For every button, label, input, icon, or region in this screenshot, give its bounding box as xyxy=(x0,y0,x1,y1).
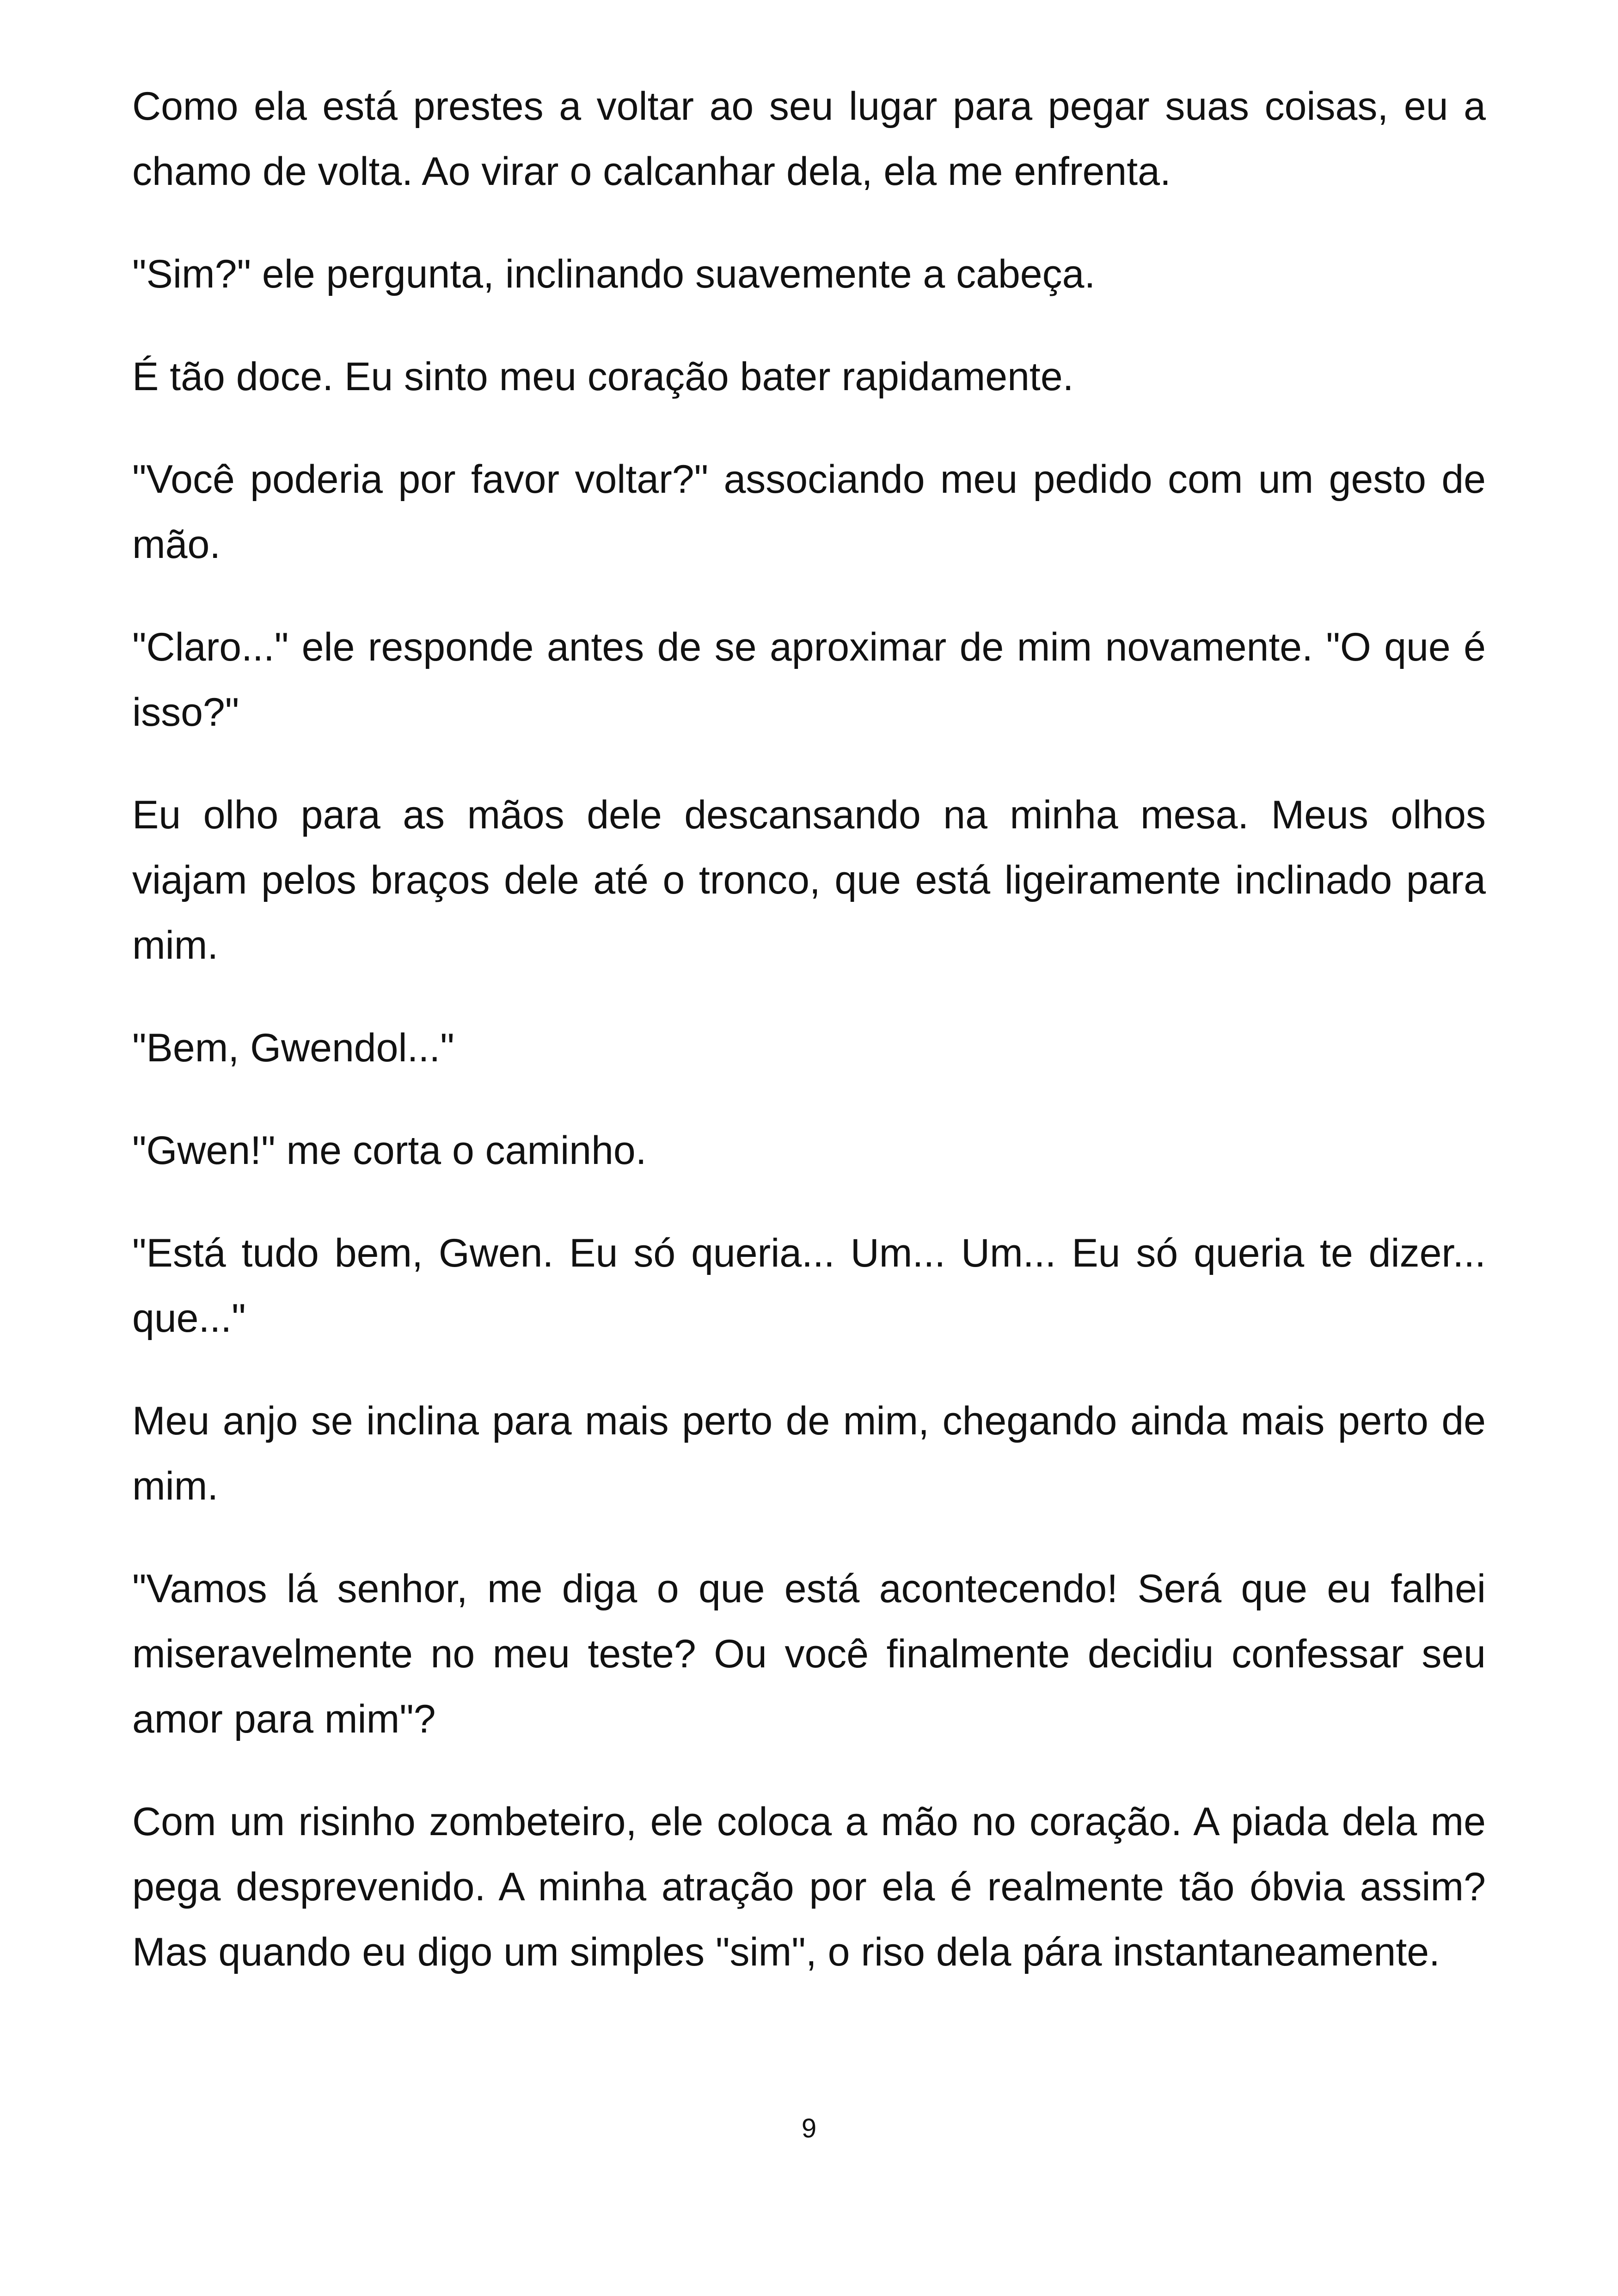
paragraph: Como ela está prestes a voltar ao seu lugar para pegar suas coisas, eu a chamo de volta. Ao virar o calcanhar dela, ela me enfrenta. xyxy=(132,84,1486,194)
paragraph: "Claro..." ele responde antes de se aproximar de mim novamente. "O que é isso?" xyxy=(132,625,1486,735)
paragraph: Com um risinho zombeteiro, ele coloca a mão no coração. A piada dela me pega desprevenido. A minha atração por ela é realmente tão óbvia assim? Mas quando eu digo um simples "sim", o riso dela pára instantaneamente. xyxy=(132,1800,1486,1974)
paragraph: "Vamos lá senhor, me diga o que está acontecendo! Será que eu falhei miseravelmente no meu teste? Ou você finalmente decidiu confessar seu amor para mim"? xyxy=(132,1567,1486,1741)
paragraph: "Sim?" ele pergunta, inclinando suavemente a cabeça. xyxy=(132,252,1096,296)
paragraph: Eu olho para as mãos dele descansando na minha mesa. Meus olhos viajam pelos braços dele até o tronco, que está ligeiramente inclinado para mim. xyxy=(132,793,1486,967)
paragraph: "Está tudo bem, Gwen. Eu só queria... Um... Um... Eu só queria te dizer... que..." xyxy=(132,1231,1486,1341)
paragraph: É tão doce. Eu sinto meu coração bater rapidamente. xyxy=(132,355,1074,399)
page-number: 9 xyxy=(801,2113,817,2143)
paragraph: Meu anjo se inclina para mais perto de mim, chegando ainda mais perto de mim. xyxy=(132,1399,1486,1508)
text-body xyxy=(132,74,1486,2022)
paragraph: "Gwen!" me corta o caminho. xyxy=(132,1128,647,1173)
paragraph: "Bem, Gwendol..." xyxy=(132,1026,454,1070)
paragraph: "Você poderia por favor voltar?" associando meu pedido com um gesto de mão. xyxy=(132,457,1486,567)
